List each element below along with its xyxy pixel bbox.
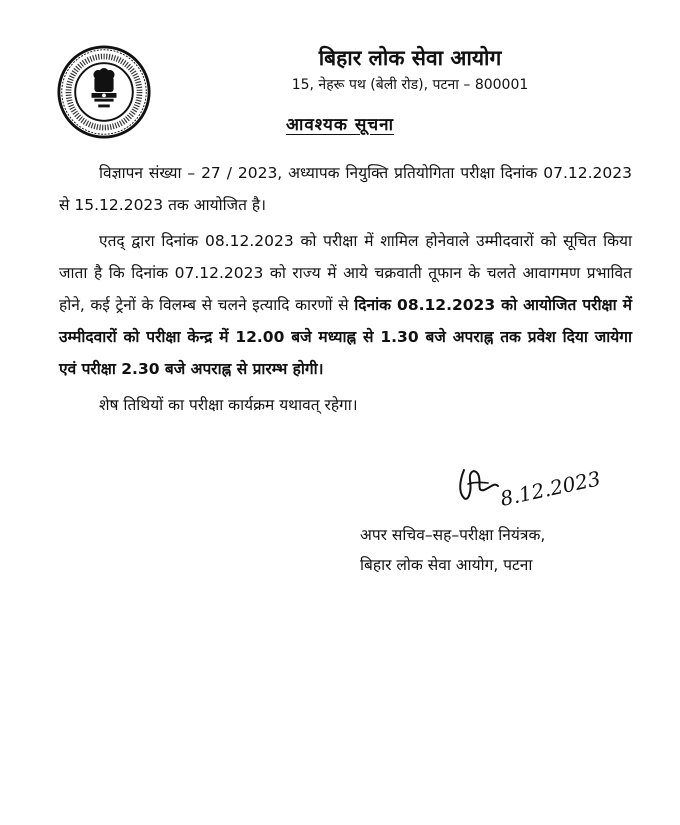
organization-name: बिहार लोक सेवा आयोग xyxy=(318,46,502,70)
paragraph-schedule: शेष तिथियों का परीक्षा कार्यक्रम यथावत् रहेगा। xyxy=(99,396,358,414)
signatory-office: बिहार लोक सेवा आयोग, पटना xyxy=(360,556,533,574)
notice-body xyxy=(59,157,632,425)
organization-address: 15, नेहरू पथ (बेली रोड), पटना – 800001 xyxy=(291,77,529,93)
signature-date: 8.12.2023 xyxy=(498,466,603,511)
announcement-text: एतद् द्वारा दिनांक 08.12.2023 को परीक्षा में शामिल होनेवाले उम्मीदवारों को सूचित किया जाता है कि दिनांक 07.12.2023 को राज्य में आये चक्रवाती तूफान के चलते आवागमण प्रभावित होने, कई ट्रेनों के विलम्ब से चलने इत्यादि कारणों से xyxy=(59,232,632,314)
signatory-block xyxy=(360,520,660,580)
notice-title: आवश्यक सूचना xyxy=(285,115,394,135)
paragraph-advertisement: विज्ञापन संख्या – 27 / 2023, अध्यापक नियुक्ति प्रतियोगिता परीक्षा दिनांक 07.12.2023 से 15.12.2023 तक आयोजित है। xyxy=(59,164,632,214)
letterhead xyxy=(175,44,645,96)
notice-title-wrap xyxy=(0,112,680,135)
handwritten-signature xyxy=(450,462,620,517)
paragraph-announcement xyxy=(59,225,632,385)
signatory-designation: अपर सचिव–सह–परीक्षा नियंत्रक, xyxy=(360,526,546,544)
announcement-bold-text: दिनांक 08.12.2023 को आयोजित परीक्षा में उम्मीदवारों को परीक्षा केन्द्र में 12.00 बजे मध्याह्न से 1.30 बजे अपराह्न तक प्रवेश दिया जायेगा एवं परीक्षा 2.30 बजे अपराह्न से प्रारम्भ होगी। xyxy=(59,296,632,378)
